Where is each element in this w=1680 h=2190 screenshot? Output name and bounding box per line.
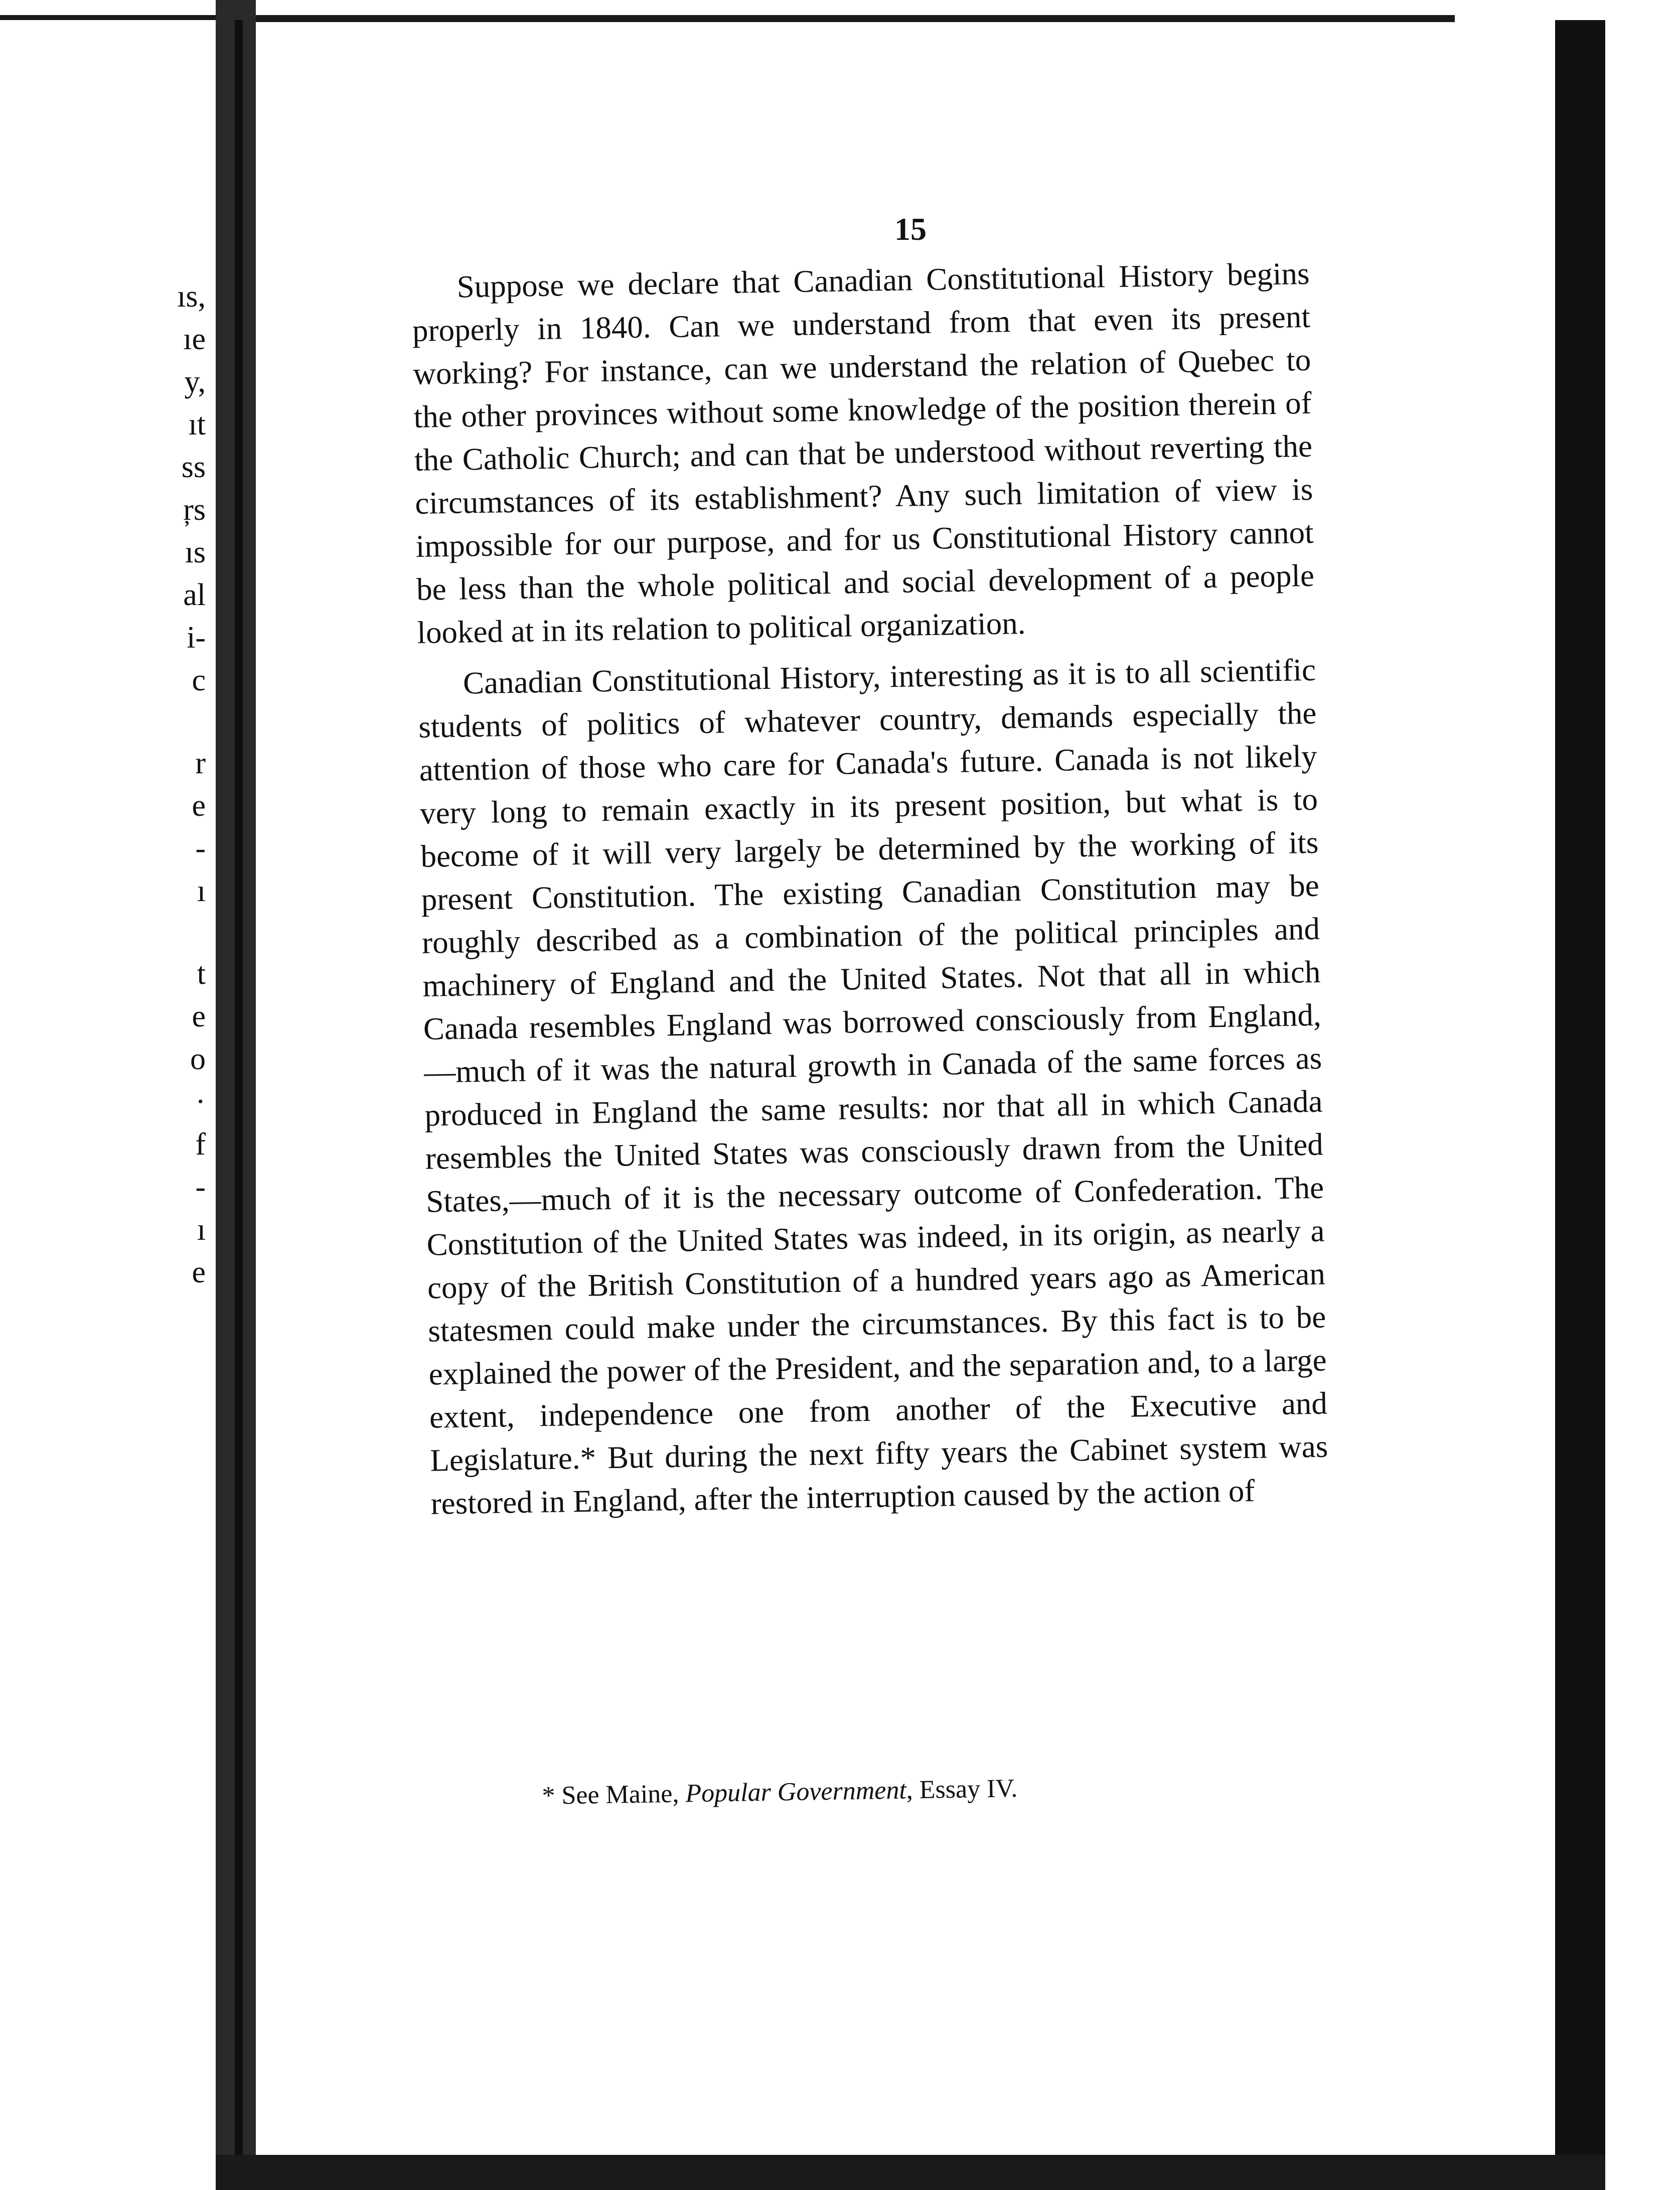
main-page — [256, 80, 1555, 2152]
left-page-line-fragment: ıe — [183, 322, 206, 356]
left-page-line-fragment: - — [195, 1170, 206, 1204]
left-page-line-fragment: e — [192, 999, 206, 1034]
left-page-line-fragment: ıs, — [177, 279, 206, 314]
left-page-line-fragment: ŗs — [183, 493, 206, 527]
left-page-line-fragment: al — [183, 578, 206, 612]
paragraph-1: Suppose we declare that Canadian Constitutional History begins properly in 1840. Can we understand from that even its present working? For instance, can we understand the relation of Quebec to the other provinces without some knowledge of the position therein of the Catholic Church; and can that be understood without reverting the circumstances of its establishment? Any such limitation of view is impossible for our purpose, and for us Constitutional History cannot be less than the whole political and social development of a people looked at in its relation to political organization. — [412, 255, 1315, 650]
left-page-line-fragment: ı — [197, 874, 206, 908]
right-page-edge — [1555, 20, 1605, 2190]
left-page-line-fragment: ıs — [185, 535, 206, 569]
footnote-suffix: , Essay IV. — [906, 1774, 1018, 1805]
left-page-line-fragment: e — [192, 789, 206, 823]
footnote — [542, 1769, 1295, 1811]
left-page-line-fragment: o — [190, 1042, 206, 1076]
left-page-line-fragment: · — [195, 1085, 206, 1119]
left-page-line-fragment: e — [192, 1255, 206, 1289]
left-page-line-fragment: c — [192, 663, 206, 697]
left-facing-page — [0, 20, 216, 2155]
scan-frame-bottom — [216, 2155, 1605, 2190]
left-page-line-fragment: r — [195, 746, 206, 780]
left-page-line-fragment: y, — [184, 365, 206, 399]
left-page-line-fragment: ıt — [188, 407, 206, 442]
left-page-line-fragment: ss — [181, 450, 206, 484]
left-page-line-fragment: i- — [187, 621, 206, 655]
footnote-prefix: * See Maine, — [542, 1779, 686, 1810]
left-page-line-fragment: ı — [197, 1213, 206, 1247]
gutter-shadow — [235, 20, 243, 2190]
body-text — [411, 252, 1329, 1525]
paragraph-2: Canadian Constitutional History, interesting as it is to all scientific students of politics of whatever country, demands especially the attention of those who care for Canada's future. Canada is not likely very long to remain exactly in its present position, but what is to become of it will very largely be determined by the working of its present Constitution. The existing Canadian Constitution may be roughly described as a combination of the political principles and machinery of England and the United States. Not that all in which Canada resembles England was borrowed consciously from England,—much of it was the natural growth in Canada of the same forces as produced in England the same results: nor that all in which Canada resembles the United States was consciously drawn from the United States,—much of it is the necessary outcome of Confederation. The Constitution of the United States was indeed, in its origin, as nearly a copy of the British Constitution of a hundred years ago as American statesmen could make under the circumstances. By this fact is to be explained the power of the President, and the separation and, to a large extent, independence one from another of the Executive and Legislature.* But during the next fifty years the Cabinet system was restored in England, after the interruption caused by the action of — [418, 652, 1328, 1521]
left-page-line-fragment: - — [195, 831, 206, 865]
page-number: 15 — [894, 211, 927, 247]
footnote-title: Popular Government — [685, 1776, 907, 1808]
left-page-line-fragment: f — [195, 1127, 206, 1161]
left-page-line-fragment: t — [197, 957, 206, 991]
